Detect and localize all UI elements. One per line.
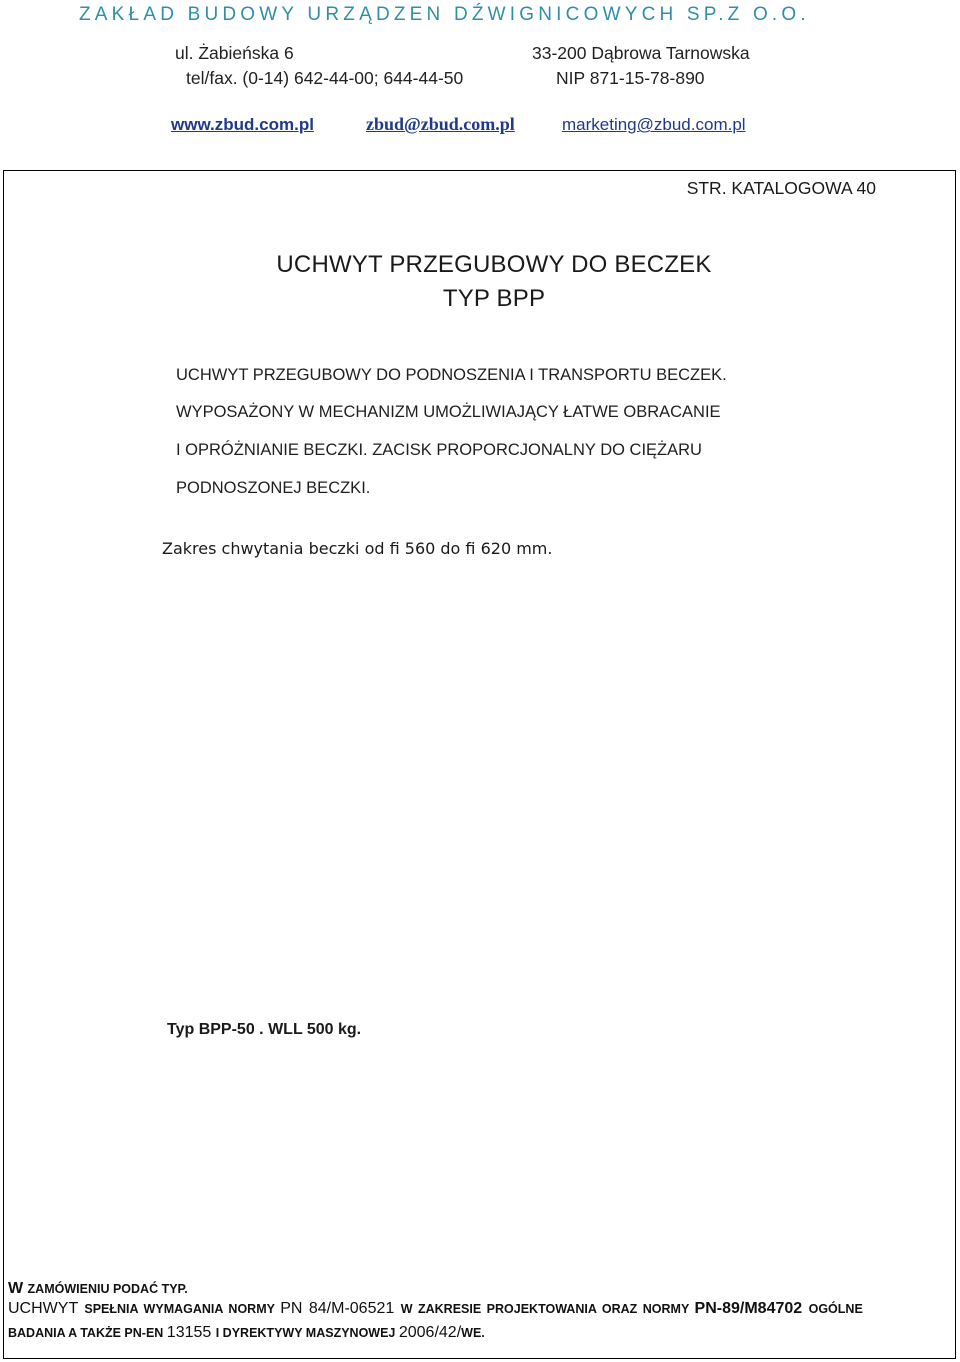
description-line-2: WYPOSAŻONY W MECHANIZM UMOŻLIWIAJĄCY ŁATWE OBRACANIE [176,403,721,421]
type-specification: Typ BPP-50 . WLL 500 kg. [167,1021,362,1038]
order-note-w: W [8,1280,28,1297]
standards-text-c: OGÓLNE [808,1302,863,1316]
email-link[interactable]: zbud@zbud.com.pl [366,114,515,134]
standards-uchwyt: UCHWYT [8,1300,85,1317]
directive-number: 2006/42/ [398,1324,462,1341]
content-frame [3,170,956,1359]
standards-line-2 [8,1324,485,1342]
directive-suffix: WE. [461,1326,485,1340]
standards-text-e: I DYREKTYWY MASZYNOWEJ [215,1326,399,1340]
website-link[interactable]: www.zbud.com.pl [171,115,314,134]
phone-fax: tel/fax. (0-14) 642-44-00; 644-44-50 [186,68,464,88]
product-title: UCHWYT PRZEGUBOWY DO BECZEK [276,251,712,278]
description-line-3: I OPRÓŻNIANIE BECZKI. ZACISK PROPORCJONALNY DO CIĘŻARU [176,441,702,459]
standards-line-1 [8,1300,863,1318]
catalog-page-number: STR. KATALOGOWA 40 [686,178,876,198]
standard-pn-84: PN 84/M-06521 [280,1300,401,1317]
description-line-1: UCHWYT PRZEGUBOWY DO PODNOSZENIA I TRANSPORTU BECZEK. [176,366,727,384]
street-address: ul. Żabieńska 6 [175,43,294,63]
city-address: 33-200 Dąbrowa Tarnowska [532,43,750,63]
order-note-text: ZAMÓWIENIU PODAĆ TYP. [27,1282,188,1296]
standard-13155: 13155 [166,1324,216,1341]
marketing-email-link[interactable]: marketing@zbud.com.pl [562,115,746,134]
gripping-range: Zakres chwytania beczki od fi 560 do fi 620 mm. [162,539,553,558]
description-line-4: PODNOSZONEJ BECZKI. [176,479,371,497]
nip-number: NIP 871-15-78-890 [556,68,705,88]
company-name: ZAKŁAD BUDOWY URZĄDZEN DŹWIGNICOWYCH SP.Z O.O. [79,4,810,25]
standards-text-a: SPEŁNIA WYMAGANIA NORMY [84,1302,281,1316]
product-type-title: TYP BPP [442,285,546,312]
standards-text-b: W ZAKRESIE PROJEKTOWANIA ORAZ NORMY [400,1302,695,1316]
order-note [8,1280,188,1298]
standard-pn-89: PN-89/M84702 [694,1300,809,1317]
standards-text-d: BADANIA A TAKŻE PN-EN [8,1326,167,1340]
